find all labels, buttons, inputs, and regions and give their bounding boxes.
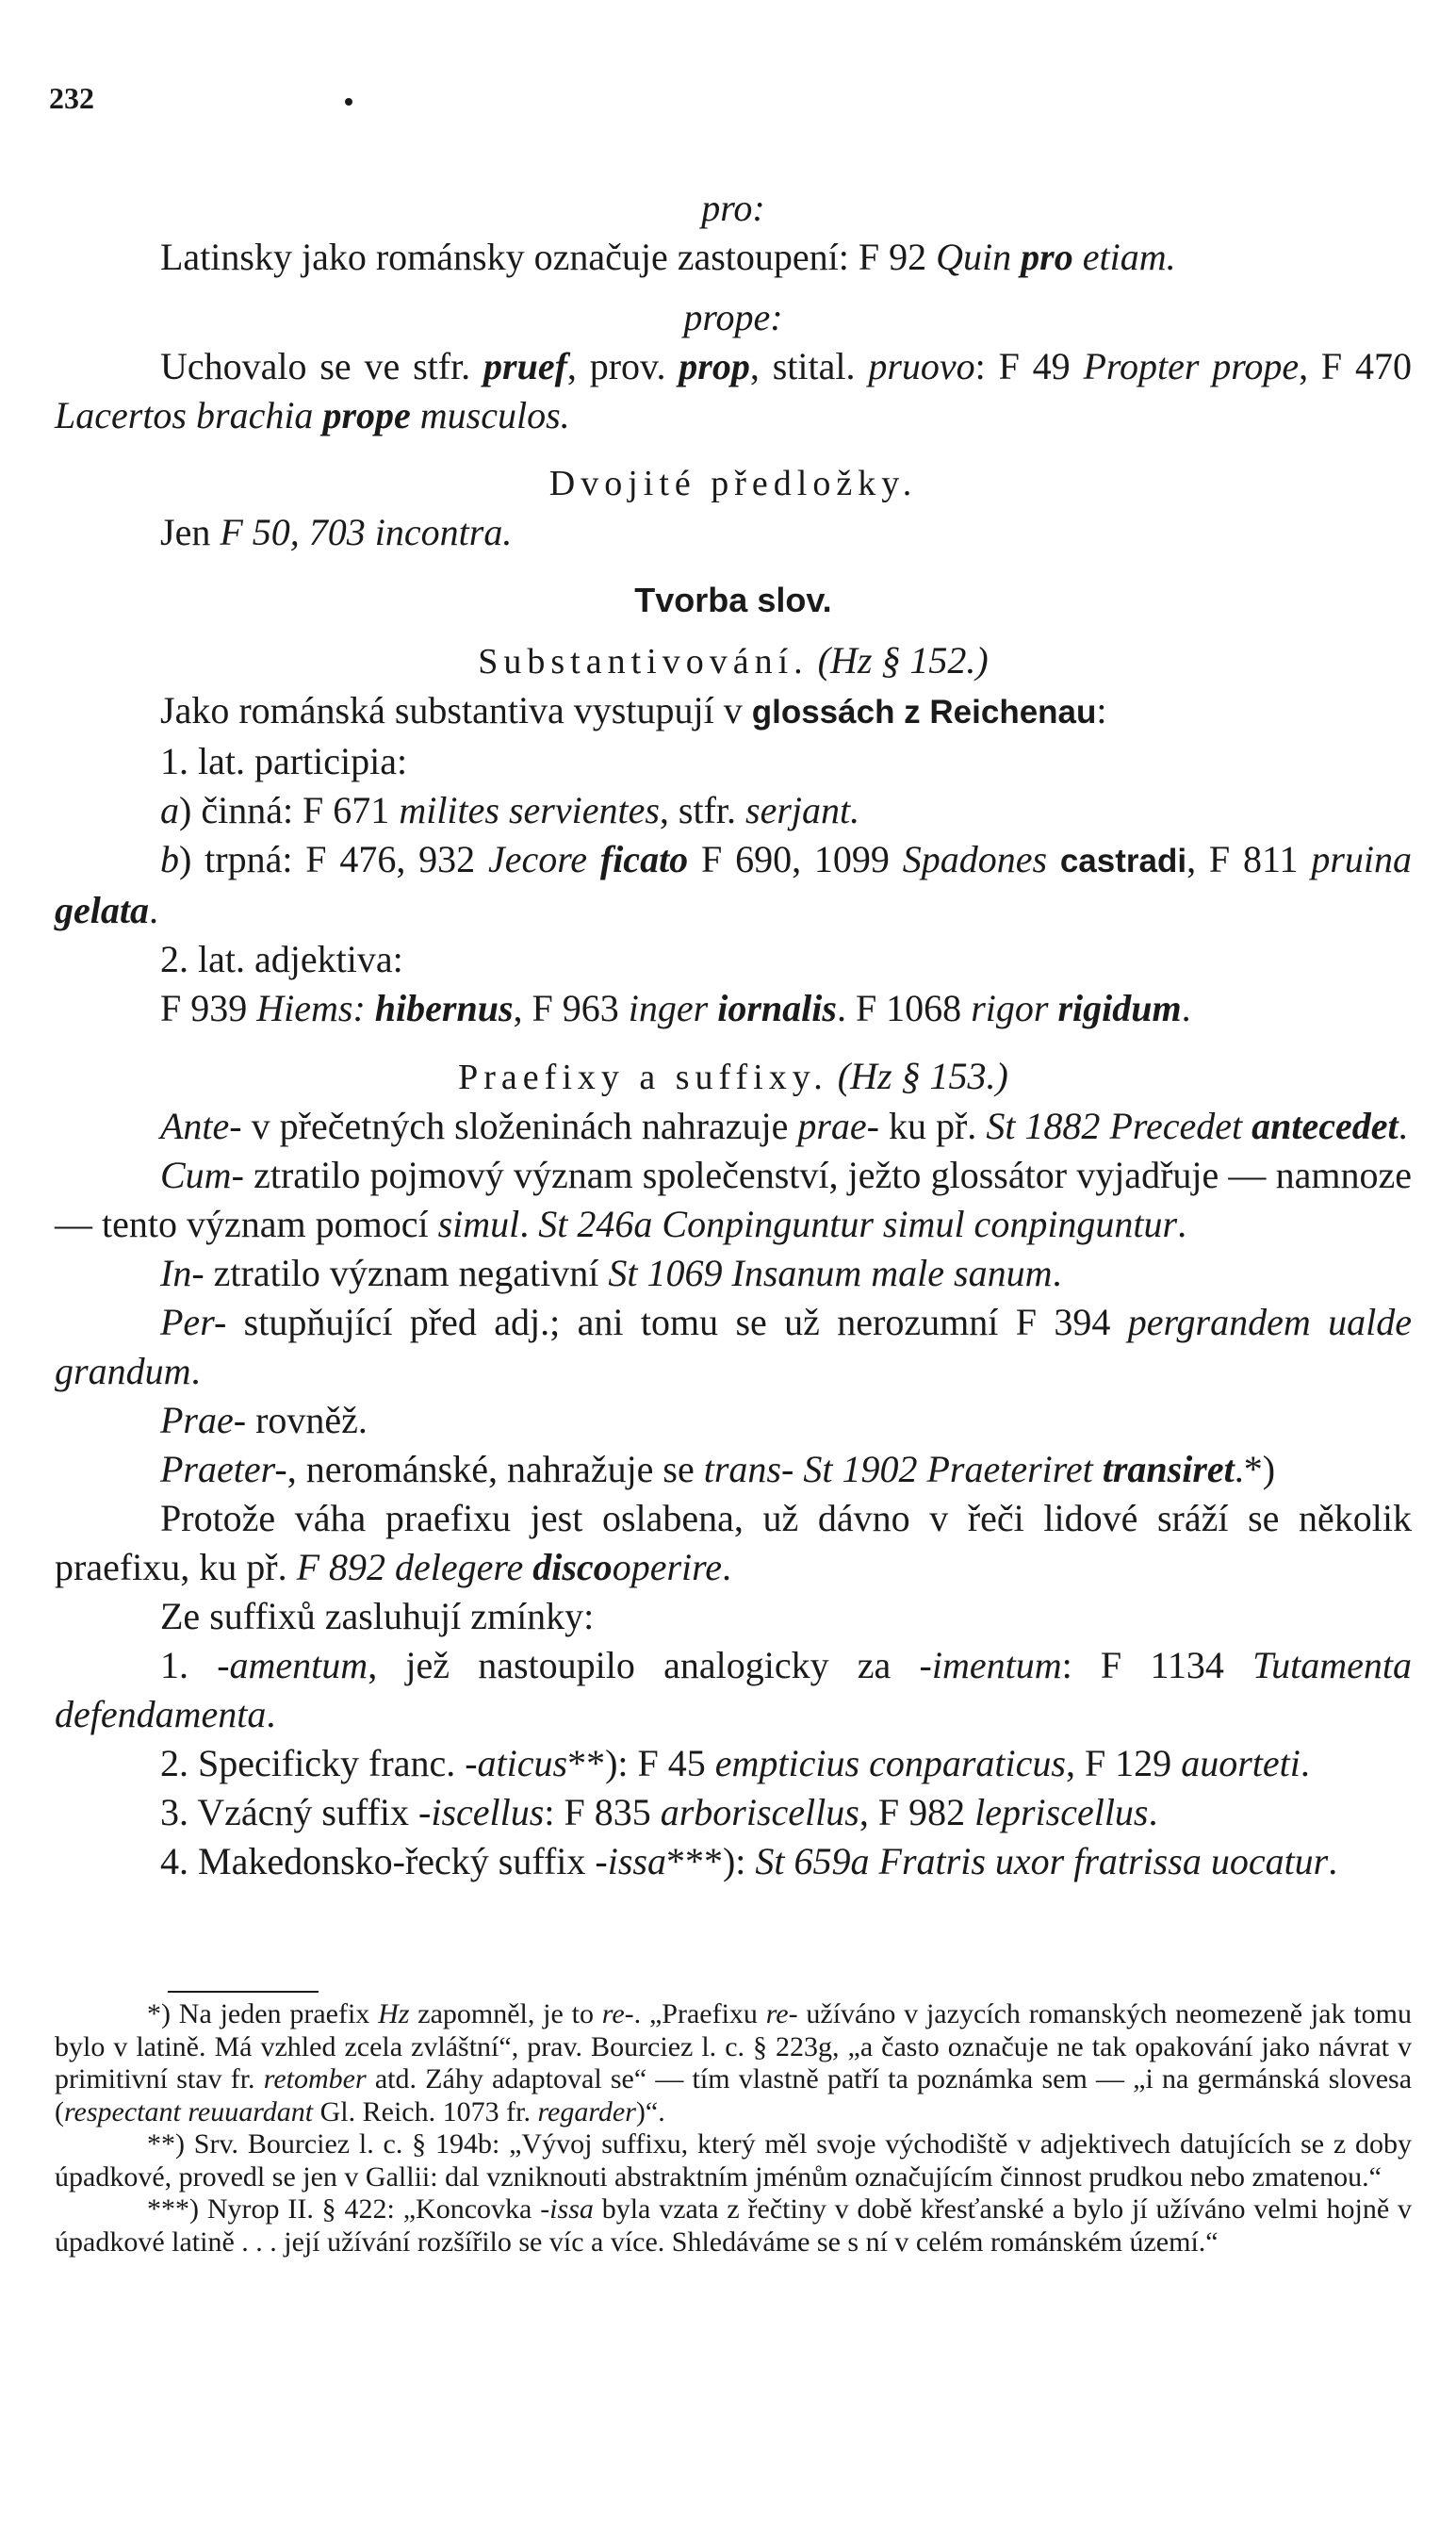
word: Prae- [160,1399,247,1441]
text: Jen [160,511,221,553]
word: -aticus [465,1742,568,1784]
paragraph-dvojite [55,508,1412,557]
word: Lacertos brachia [55,394,323,436]
word: pruef [483,345,567,387]
word: arboriscellus [660,1791,859,1833]
list-item: 2. lat. adjektiva: [160,938,403,980]
text: Uchovalo se ve stfr. [160,345,484,387]
text: byla vzata z řečtiny v době křesťanské a bylo jí užíváno velmi hojně v úpadkové latině . . . její užívání rozšířilo se víc a více. Shledáváme se s ní v celém románském území.“ [55,2193,1412,2258]
text: F 690, 1099 [688,838,903,880]
text: rovněž. [246,1399,368,1441]
list-item: 1. lat. participia: [160,740,408,782]
word: Propter prope [1083,345,1300,387]
word: operire [612,1546,722,1588]
text: . [1177,1203,1187,1245]
paragraph-per [55,1298,1412,1396]
ref: F 394 [1015,1301,1128,1343]
text: atd. Záhy adaptoval se“ — tím vlastně patří ta poznámka sem — „i na germánská slovesa ( [55,2063,1413,2127]
text: Latinsky jako románsky označuje zastoupení: [160,236,859,278]
text: . [148,889,158,931]
footnote-mark: ***) [147,2193,207,2225]
heading-prope-text: prope: [683,296,783,338]
word: hibernus [374,987,514,1029]
text: . F 1068 [836,987,972,1029]
text: ztratilo pojmový význam společenství, ježto glossátor vyjadřuje — namnoze — tento význam pomocí [55,1154,1412,1245]
word: Cum- [160,1154,244,1196]
footnote-2 [55,2128,1412,2193]
word: auorteti [1181,1742,1301,1784]
text: , F 982 [859,1791,975,1833]
word: regarder [537,2095,636,2127]
text: , F 129 [1065,1742,1182,1784]
ref: St 246a [538,1203,663,1245]
ref: St 1882 [986,1105,1110,1147]
list-item [55,1837,1412,1886]
word: trans- [703,1448,794,1490]
text-bold: glossách z Reichenau [751,694,1097,731]
text: užíváno v jazycích romanských neomezeně jak tomu bylo v latině. Má vzhled zcela zvláštní“, prav. Bourciez l. c. § 223g, „a často označuje ne tak opakování jako návrat v primitivní stav fr. [55,1998,1412,2094]
text: 2. Specificky franc. [160,1742,466,1784]
word: Per- [160,1301,227,1343]
word: incontra. [374,511,513,553]
word: rigor [971,987,1058,1029]
text: .*) [1234,1448,1276,1490]
text: Nyrop II. § 422: „Koncovka [206,2193,541,2225]
printing-speck [345,98,352,106]
word: delegere [395,1546,533,1588]
word: rigidum [1057,987,1182,1029]
word: milites servientes [399,789,660,831]
text: , F 963 [513,987,629,1029]
word: inger [628,987,718,1029]
word: t [1082,1448,1103,1490]
word: antecedet [1252,1105,1399,1147]
ref: St 659a [755,1840,879,1882]
word: Praeterire [926,1448,1083,1490]
word: prae- [797,1105,879,1147]
word: transiret [1102,1448,1235,1490]
word: Insanum male sanum [731,1252,1053,1294]
heading-subst-text: Substantivování. [478,642,809,682]
word: iornalis [717,987,837,1029]
ref: St 1902 [793,1448,927,1490]
text: . [1052,1252,1062,1294]
text: . „Praefixu [633,1998,766,2029]
main-text [55,184,1412,1886]
text: . [1148,1791,1158,1833]
word: castradi [1059,843,1187,879]
text: zapomněl, je to [409,1998,602,2029]
text: . [266,1693,276,1735]
word: re- [601,1998,634,2029]
word: prop [679,345,750,387]
word: Fratris uxor fratrissa uocatur [878,1840,1329,1882]
paragraph-in [55,1249,1412,1298]
paragraph-cum [55,1151,1412,1249]
list-item [55,1641,1412,1739]
list-item [55,786,1412,835]
text: , F 811 [1186,838,1312,880]
footnote-rule [168,1991,319,1993]
text: : F 835 [544,1791,661,1833]
text: ku př. [878,1105,987,1147]
heading-pro-text: pro: [701,187,765,229]
word: Jecore [487,838,600,880]
text: : F 49 [974,345,1084,387]
list-item [55,984,1412,1033]
list-item [55,835,1412,935]
quote: Quin [936,236,1022,278]
word: -imentum [919,1644,1062,1686]
page-number: 232 [49,81,94,115]
footnote-3 [55,2193,1412,2259]
quote-bold: pro [1021,236,1073,278]
text: ***): [665,1840,756,1882]
text: , stital. [749,345,869,387]
ref: St 1069 [608,1252,732,1294]
text: : F 1134 [1061,1644,1253,1686]
word: disco [532,1546,613,1588]
heading-prae [55,1052,1412,1102]
text: stupňující před adj.; ani tomu se už nerozumní [226,1301,1016,1343]
word: pergrandem ualde grandum [55,1301,1412,1392]
quote: etiam. [1072,236,1176,278]
text: . [519,1203,539,1245]
label: a [160,789,179,831]
heading-pro [55,184,1412,233]
word: Praeter- [160,1448,287,1490]
text: , stfr. [659,789,746,831]
word: Hiems: [256,987,375,1029]
word: ficato [599,838,689,880]
footnote-mark: *) [147,1998,179,2029]
word: re- [765,1998,798,2029]
word: Conpinguntur simul conpinguntur [662,1203,1178,1245]
ref: F 892 [296,1546,396,1588]
text: Protože váha praefixu jest oslabena, už dávno v řeči lidové sráží se několik praefixu, ku př. [55,1497,1412,1588]
text: )“. [635,2095,665,2127]
heading-tvorba: Tvorba slov. [634,581,832,619]
ref: F 92 [858,236,937,278]
word: -issa [595,1840,666,1882]
heading-dvojite: Dvojité předložky. [548,464,918,503]
ref: F 939 [160,987,257,1029]
word: pruina [1311,838,1412,880]
word: In- [160,1252,204,1294]
word: Hz [378,1998,410,2029]
word: -issa [540,2193,594,2225]
word: pruovo [868,345,975,387]
list-item [55,1788,1412,1837]
text: , F 470 [1299,345,1413,387]
text: Na jeden praefix [178,1998,379,2029]
paragraph-protoze [55,1494,1412,1592]
paragraph-suffix-intro: Ze suffixů zasluhují zmínky: [160,1595,595,1637]
text: . [1300,1742,1310,1784]
label: b [160,838,179,880]
word: -amentum [217,1644,368,1686]
footnotes [55,1998,1412,2259]
ref: (Hz § 152.) [817,639,989,682]
paragraph-prae [55,1396,1412,1445]
word: Tutamenta defendamenta [55,1644,1413,1735]
text: Gl. Reich. 1073 fr. [313,2095,538,2127]
list-item [55,1739,1412,1788]
text: . [721,1546,731,1588]
word: Precedet [1109,1105,1252,1147]
heading-prope [55,293,1412,342]
word: musculos. [410,394,570,436]
text: . [1181,987,1191,1029]
word: respectant reuuardant [64,2095,314,2127]
paragraph-pro [55,233,1412,282]
heading-prae-text: Praefixy a suffixy. [458,1058,828,1097]
word: empticius conparaticus [714,1742,1066,1784]
ref: F 50, 703 [220,511,375,553]
word: -iscellus [418,1791,545,1833]
text: , prov. [566,345,679,387]
text: Srv. Bourciez l. c. § 194b: „Vývoj suffixu, který měl svoje východiště v adjektivech datujících se z doby úpadkové, provedl se jen v Gallii: dal vzniknouti abstraktním jménům označujícím činnost prudkou nebo zmatenou.“ [55,2128,1412,2193]
text: 3. Vzácný suffix [160,1791,419,1833]
word: serjant. [745,789,860,831]
footnote-1 [55,1998,1412,2128]
text: . [1328,1840,1338,1882]
word: simul [437,1203,520,1245]
paragraph-subst-intro [55,686,1412,737]
text: , nerománské, nahražuje se [286,1448,704,1490]
text: 4. Makedonsko-řecký suffix [160,1840,596,1882]
ref: (Hz § 153.) [837,1055,1008,1097]
text: ) trpná: F 476, 932 [179,838,488,880]
footnote-mark: **) [147,2128,194,2160]
text: ) činná: F 671 [179,789,400,831]
word: lepriscellus [974,1791,1149,1833]
paragraph-ante [55,1102,1412,1151]
text: **): F 45 [567,1742,715,1784]
paragraph-prope [55,342,1412,440]
text: v přečetných složeninách nahrazuje [241,1105,798,1147]
text: , jež nastoupilo analogicky za [368,1644,920,1686]
text: 1. [160,1644,218,1686]
text: : [1096,689,1107,731]
heading-subst [55,636,1412,686]
paragraph-praeter [55,1445,1412,1494]
text: . [1398,1105,1408,1147]
word: Spadones [902,838,1060,880]
word: Ante- [160,1105,242,1147]
text: Jako románská substantiva vystupují v [160,689,752,731]
word: gelata [55,889,149,931]
text: ztratilo význam negativní [204,1252,609,1294]
word: retomber [263,2063,367,2094]
text: . [190,1350,201,1392]
word: prope [322,394,411,436]
